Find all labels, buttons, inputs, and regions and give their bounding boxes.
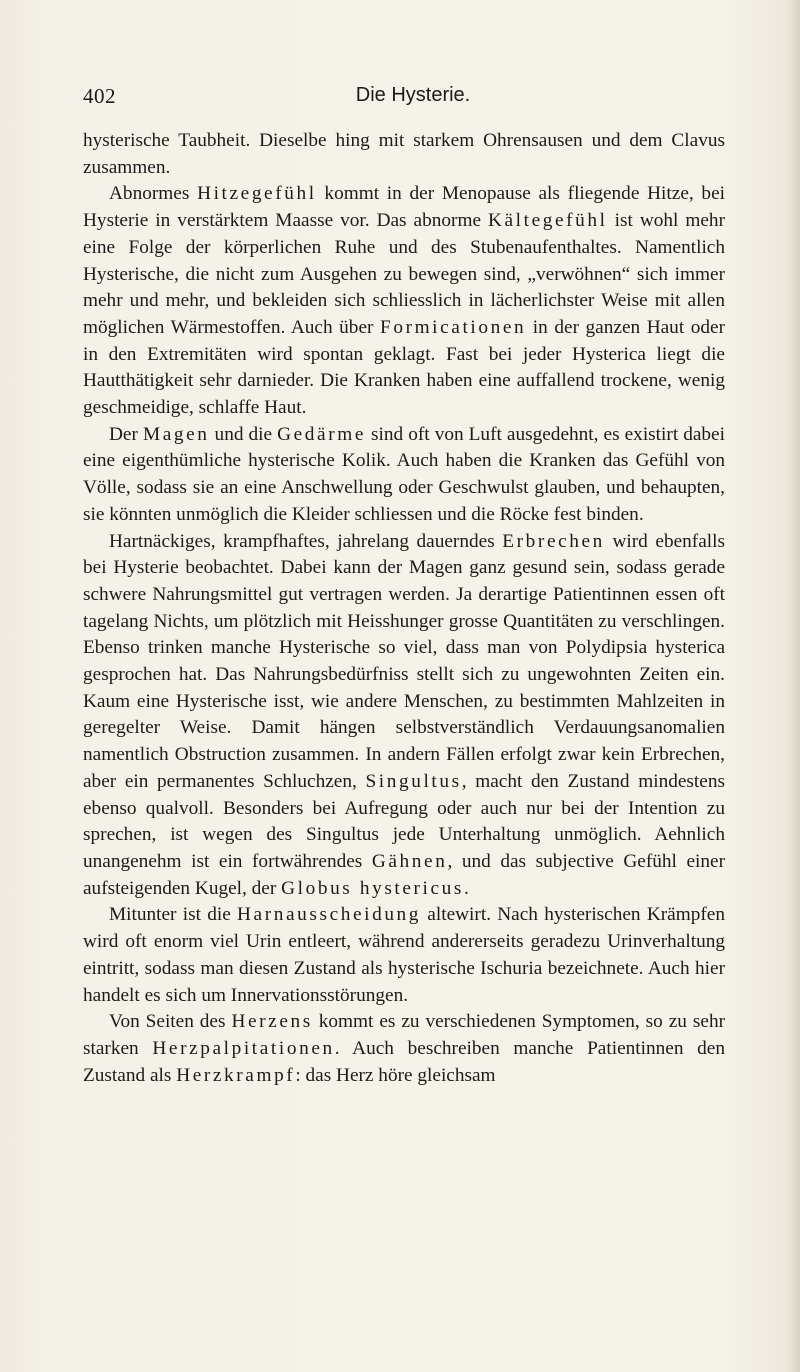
text-segment: . Auch beschreiben manche Patientinnen den Zustand als: [83, 1037, 725, 1086]
spaced-emphasis-text: Gedärme: [277, 423, 366, 445]
spaced-emphasis-text: Harnausscheidung: [237, 904, 422, 926]
text-segment: sind oft von Luft ausgedehnt, es existirt dabei eine eigenthümliche hysterische Kolik. Auch haben die Kranken das Gefühl von Völle, sodass sie an eine Anschwellung oder Geschwulst glauben, und behaupten, sie könnten unmöglich die Kleider schliessen und die Röcke fest binden.: [83, 423, 725, 525]
paragraph: [83, 529, 725, 903]
text-segment: Von Seiten des: [109, 1011, 232, 1033]
text-segment: , macht den Zustand mindestens ebenso qualvoll. Besonders bei Aufregung oder auch nur bei der Intention zu sprechen, ist wegen des Singultus jede Unterhaltung unmöglich. Aehnlich unangenehm ist ein fortwährendes: [83, 770, 725, 872]
spaced-emphasis-text: Magen: [142, 423, 210, 445]
text-segment: in der ganzen Haut oder in den Extremitäten wird spontan geklagt. Fast bei jeder Hysterica liegt die Hautthätigkeit sehr darnieder. Die Kranken haben eine auffallend trockene, wenig geschmeidige, schlaffe Haut.: [83, 316, 726, 419]
text-segment: altewirt. Nach hysterischen Krämpfen wird oft enorm viel Urin entleert, während andererseits geradezu Urinverhaltung eintritt, sodass man diesen Zustand als hysterische Ischuria bezeichnete. Auch hier handelt es sich um Innervationsstörungen.: [83, 904, 725, 1006]
text-segment: wird ebenfalls bei Hysterie beobachtet. Dabei kann der Magen ganz gesund sein, sodass gerade schwere Nahrungsmittel gut vertragen werden. Ja derartige Patientinnen essen oft tagelang Nichts, um plötzlich mit Heisshunger grosse Quantitäten zu verschlingen. Ebenso trinken manche Hysterische so viel, dass man von Polydipsia hysterica gesprochen hat. Das Nahrungsbedürfniss stellt sich zu ungewohnten Zeiten ein. Kaum eine Hysterische isst, wie andere Menschen, zu bestimmten Mahlzeiten in geregelter Weise. Damit hängen selbstverständlich Verdauungsanomalien namentlich Obstruction zusammen. In andern Fällen erfolgt zwar kein Erbrechen, aber ein permanentes Schluchzen,: [83, 530, 725, 792]
spaced-emphasis-text: Singultus: [365, 770, 462, 792]
text-segment: , und das subjective Gefühl einer aufsteigenden Kugel, der: [83, 850, 725, 899]
paragraph: [83, 422, 725, 529]
spaced-emphasis-text: Formicationen: [380, 316, 527, 338]
spaced-emphasis-text: Gähnen: [371, 850, 448, 872]
body-text: [83, 128, 725, 1089]
text-segment: .: [464, 877, 469, 899]
text-segment: hysterische Taubheit. Dieselbe hing mit starkem Ohrensausen und dem Clavus zusammen.: [83, 130, 725, 178]
spaced-emphasis-text: Globus hystericus: [281, 877, 465, 899]
spaced-emphasis-text: Erbrechen: [502, 530, 605, 552]
text-segment: und die: [209, 423, 278, 445]
page-header: [83, 84, 723, 114]
text-segment: Mitunter ist die: [109, 904, 238, 926]
text-segment: ist wohl mehr eine Folge der körperlichen Ruhe und des Stubenaufenthaltes. Namentlich Hysterische, die nicht zum Ausgehen zu bewegen sind, „verwöhnen“ sich immer mehr und mehr, und bekleiden sich schliesslich in lächerlichster Weise mit allen möglichen Wärmestoffen. Auch über: [83, 210, 725, 338]
spaced-emphasis-text: Kältegefühl: [488, 210, 608, 232]
paragraph: [83, 1009, 725, 1089]
text-segment: kommt in der Menopause als fliegende Hitze, bei Hysterie in verstärktem Maasse vor. Das abnorme: [83, 183, 725, 232]
spaced-emphasis-text: Herzpalpitationen: [152, 1037, 335, 1059]
spaced-emphasis-text: Herzens: [231, 1011, 313, 1033]
paragraph: [83, 181, 725, 421]
text-segment: Der: [109, 423, 143, 445]
paragraph: [83, 128, 725, 181]
page-edge-shadow: [786, 0, 800, 1372]
text-segment: Abnormes: [109, 183, 198, 205]
text-segment: Hartnäckiges, krampfhaftes, jahrelang dauerndes: [109, 530, 503, 552]
running-title: Die Hysterie.: [355, 84, 471, 106]
spaced-emphasis-text: Hitzegefühl: [197, 183, 317, 205]
text-segment: kommt es zu verschiedenen Symptomen, so zu sehr starken: [83, 1011, 726, 1059]
page-number: 402: [83, 84, 116, 108]
spaced-emphasis-text: Herzkrampf: [176, 1064, 296, 1086]
text-segment: : das Herz höre gleichsam: [295, 1064, 496, 1086]
paragraph: [83, 902, 725, 1009]
